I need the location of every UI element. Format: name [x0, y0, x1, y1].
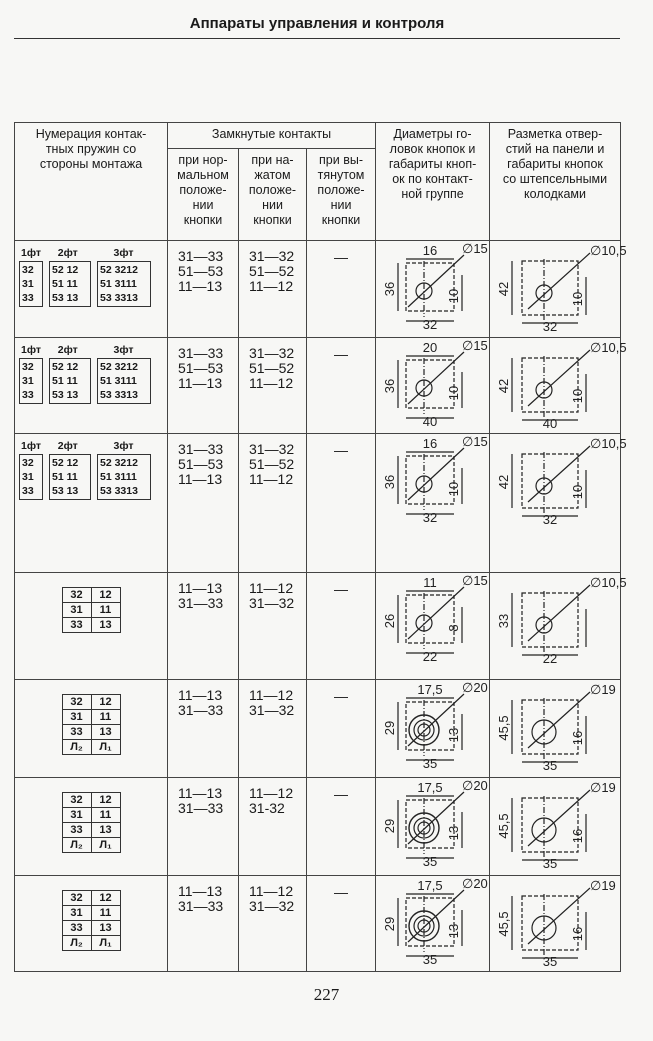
- contact-number: 53 3313: [100, 292, 138, 304]
- dimension-left: 36: [381, 474, 397, 490]
- dimension-diameter: ∅10,5: [590, 243, 627, 258]
- dimension-top: 16: [422, 243, 437, 258]
- contact-pair: 51—52: [249, 360, 295, 376]
- contact-number: 53 13: [52, 485, 79, 497]
- contact-number: 31: [22, 471, 34, 483]
- contact-pair: 51—52: [249, 263, 295, 279]
- dimension-right: 10: [445, 288, 461, 304]
- contact-number: 51 3111: [100, 278, 137, 290]
- dimension-left: 29: [381, 916, 397, 932]
- diameter-cell: [376, 434, 490, 573]
- button-diameter-drawing: [378, 338, 488, 428]
- dimension-right: 16: [570, 828, 586, 844]
- panel-layout-drawing: [492, 778, 618, 871]
- numbering-cell: [15, 434, 168, 573]
- dimension-left: 26: [381, 613, 397, 629]
- dimension-left: 36: [381, 378, 397, 394]
- header-line: положе-: [248, 183, 297, 197]
- contact-number: 52 3212: [100, 361, 138, 373]
- contact-grid: [62, 890, 121, 951]
- dimension-diameter: ∅10,5: [590, 436, 627, 451]
- dimension-bottom: 35: [422, 854, 437, 869]
- contact-group-box: [19, 358, 43, 404]
- pressed-position-contacts: [239, 680, 307, 778]
- contact-number: 32: [62, 891, 91, 906]
- contact-number: 13: [91, 725, 120, 740]
- contact-number: 51 11: [52, 375, 78, 387]
- contact-group-numbering: [15, 338, 167, 404]
- contact-number: 32: [62, 588, 91, 603]
- contact-pair: 31—32: [249, 441, 295, 457]
- contact-pair: 11—13: [178, 580, 223, 596]
- table-row: [15, 573, 621, 680]
- button-diameter-drawing: [378, 680, 488, 770]
- dimension-left: 42: [496, 281, 512, 297]
- numbering-cell: [15, 680, 168, 778]
- group-label: 3фт: [113, 247, 134, 259]
- dimension-left: 45,5: [496, 715, 512, 741]
- header-line: стороны монтажа: [39, 157, 143, 171]
- dimension-right: 10: [570, 388, 586, 404]
- normal-position-contacts: [168, 778, 239, 876]
- dimension-left: 36: [381, 281, 397, 297]
- dimension-diameter: ∅20: [461, 876, 488, 891]
- pulled-position-contacts: —: [307, 573, 376, 680]
- pulled-position-contacts: —: [307, 241, 376, 338]
- contact-pair: 31—33: [178, 800, 224, 816]
- header-line: мальном: [177, 168, 229, 182]
- contact-number: 32: [62, 695, 91, 710]
- contact-number: 12: [91, 793, 120, 808]
- dimension-bottom: 32: [422, 317, 437, 332]
- contact-group-box: [97, 358, 151, 404]
- contact-number: 52 12: [52, 264, 79, 276]
- panel-layout-drawing: [492, 434, 627, 527]
- contact-grid: [62, 587, 121, 633]
- contact-group-box: [19, 261, 43, 307]
- normal-position-contacts: [168, 338, 239, 434]
- header-line: нии: [262, 198, 283, 212]
- dimension-right: 8: [445, 624, 461, 632]
- contact-pair: 31—33: [178, 702, 224, 718]
- pulled-position-contacts: —: [307, 434, 376, 573]
- button-diameter-drawing: [378, 573, 488, 663]
- contact-number: 53 3313: [100, 389, 138, 401]
- contact-number: 12: [91, 891, 120, 906]
- contact-number: 53 3313: [100, 485, 138, 497]
- diameter-cell: [376, 241, 490, 338]
- dimension-left: 29: [381, 720, 397, 736]
- header-line: ок по контакт-: [392, 172, 473, 186]
- dimension-bottom: 35: [542, 758, 558, 773]
- dimension-bottom: 22: [542, 651, 558, 666]
- contact-pair: 11—13: [178, 471, 223, 487]
- contact-pair: 31—33: [178, 248, 224, 264]
- contact-number: Л₁: [91, 936, 120, 951]
- contact-number: 33: [62, 823, 91, 838]
- panel-layout-drawing: [492, 876, 618, 969]
- dimension-bottom: 35: [422, 952, 437, 967]
- contacts-table: [14, 122, 627, 972]
- contact-pair: 11—13: [178, 278, 223, 294]
- contact-number: Л₂: [62, 936, 91, 951]
- dimension-bottom: 35: [542, 954, 558, 969]
- contact-number: 31: [62, 808, 91, 823]
- group-label: 2фт: [57, 440, 78, 452]
- contact-number: 31: [62, 710, 91, 725]
- pressed-position-contacts: [239, 434, 307, 573]
- dimension-diameter: ∅19: [590, 878, 616, 893]
- table-row: [15, 680, 621, 778]
- panel-layout-drawing: [492, 241, 627, 334]
- group-label: 3фт: [113, 440, 134, 452]
- contact-pair: 31—32: [249, 248, 295, 264]
- dimension-diameter: ∅10,5: [590, 575, 627, 590]
- dimension-bottom: 32: [542, 512, 558, 527]
- button-diameter-drawing: [378, 241, 488, 331]
- header-line: Нумерация контак-: [35, 127, 147, 141]
- button-diameter-drawing: [378, 876, 488, 966]
- pressed-position-contacts: [239, 241, 307, 338]
- running-header: Аппараты управления и контроля: [14, 10, 620, 39]
- contact-number: Л₁: [91, 740, 120, 755]
- dimension-left: 45,5: [496, 813, 512, 839]
- header-line: со штепсельными: [502, 172, 608, 186]
- dimension-top: 17,5: [416, 878, 443, 893]
- contact-group-numbering: [15, 434, 167, 500]
- header-line: нии: [192, 198, 214, 212]
- dimension-bottom: 22: [422, 649, 437, 664]
- contact-number: 32: [22, 361, 34, 373]
- dimension-diameter: ∅20: [461, 680, 488, 695]
- dimension-left: 42: [496, 378, 512, 394]
- header-line: при на-: [251, 153, 294, 167]
- header-line: колодками: [524, 187, 587, 201]
- contact-number: 51 11: [52, 471, 78, 483]
- contact-number: 51 3111: [100, 471, 137, 483]
- dimension-diameter: ∅15: [461, 241, 488, 256]
- header-line: кнопки: [253, 213, 292, 227]
- contact-number: 52 12: [52, 457, 79, 469]
- diameter-cell: [376, 338, 490, 434]
- pulled-position-contacts: —: [307, 338, 376, 434]
- dimension-bottom: 35: [542, 856, 558, 871]
- contact-number: 13: [91, 618, 120, 633]
- contact-group-box: [19, 454, 43, 500]
- contact-pair: 31—33: [178, 898, 224, 914]
- header-closed-contacts: [168, 123, 376, 149]
- dimension-top: 20: [422, 340, 437, 355]
- dimension-diameter: ∅15: [461, 573, 488, 588]
- contact-pair: 11—12: [249, 471, 294, 487]
- table-row: [15, 434, 621, 573]
- pressed-position-contacts: [239, 778, 307, 876]
- contact-group-box: [97, 261, 151, 307]
- header-line: тных пружин со: [45, 142, 137, 156]
- group-label: 1фт: [21, 247, 42, 259]
- contact-number: Л₁: [91, 838, 120, 853]
- header-line: при нор-: [178, 153, 228, 167]
- contact-pair: 31—32: [249, 702, 295, 718]
- group-label: 2фт: [57, 344, 78, 356]
- contact-number: 52 12: [52, 361, 79, 373]
- contact-grid: [62, 792, 121, 853]
- header-line: ловок кнопок и: [389, 142, 476, 156]
- contact-pair: 51—53: [178, 456, 224, 472]
- normal-position-contacts: [168, 573, 239, 680]
- contact-number: 11: [91, 603, 120, 618]
- header-line: положе-: [317, 183, 365, 197]
- button-diameter-drawing: [378, 778, 488, 868]
- dimension-bottom: 40: [542, 416, 558, 431]
- contact-pair: 51—53: [178, 263, 224, 279]
- contact-pair: 31-32: [249, 800, 285, 816]
- dimension-left: 33: [496, 613, 512, 629]
- header-normal-position: [168, 149, 239, 241]
- contact-number: 51 3111: [100, 375, 137, 387]
- dimension-right: 10: [445, 481, 461, 497]
- header-numbering: [15, 123, 168, 241]
- contact-number: 31: [62, 603, 91, 618]
- dimension-left: 45,5: [496, 911, 512, 937]
- dimension-top: 17,5: [416, 682, 443, 697]
- diameter-cell: [376, 680, 490, 778]
- numbering-cell: [15, 778, 168, 876]
- header-line: стий на панели и: [505, 142, 605, 156]
- contact-number: 12: [91, 588, 120, 603]
- normal-position-contacts: [168, 876, 239, 972]
- group-label: 1фт: [21, 440, 42, 452]
- dimension-bottom: 32: [422, 510, 437, 525]
- header-line: ной группе: [401, 187, 464, 201]
- header-layout: [490, 123, 621, 241]
- dimension-right: 13: [445, 923, 461, 939]
- contact-pair: 31—32: [249, 898, 295, 914]
- contact-number: 53 13: [52, 292, 79, 304]
- contact-pair: 31—33: [178, 345, 224, 361]
- header-line: кнопки: [183, 213, 223, 227]
- dimension-diameter: ∅15: [461, 434, 488, 449]
- group-label: 1фт: [21, 344, 42, 356]
- group-label: 3фт: [113, 344, 134, 356]
- contact-number: 32: [62, 793, 91, 808]
- diameter-cell: [376, 573, 490, 680]
- contact-pair: 31—33: [178, 595, 224, 611]
- dimension-right: 16: [570, 730, 586, 746]
- contact-pair: 31—32: [249, 595, 295, 611]
- normal-position-contacts: [168, 241, 239, 338]
- contact-grid: [62, 694, 121, 755]
- dimension-diameter: ∅10,5: [590, 340, 627, 355]
- dimension-left: 42: [496, 474, 512, 490]
- normal-position-contacts: [168, 434, 239, 573]
- dimension-diameter: ∅20: [461, 778, 488, 793]
- contact-number: 32: [22, 457, 34, 469]
- header-line: положе-: [179, 183, 227, 197]
- dimension-right: 10: [570, 484, 586, 500]
- panel-layout-drawing: [492, 573, 627, 666]
- dimension-diameter: ∅15: [461, 338, 488, 353]
- table-row: [15, 241, 621, 338]
- header-pulled-position: [307, 149, 376, 241]
- contact-number: 53 13: [52, 389, 79, 401]
- contact-number: 33: [22, 485, 34, 497]
- dimension-right: 13: [445, 825, 461, 841]
- normal-position-contacts: [168, 680, 239, 778]
- contact-pair: 31—33: [178, 441, 224, 457]
- contact-pair: 31—32: [249, 345, 295, 361]
- layout-cell: [490, 338, 627, 434]
- contact-pair: 11—13: [178, 883, 223, 899]
- layout-cell: [490, 241, 627, 338]
- header-line: тянутом: [317, 168, 365, 182]
- contact-number: 32: [22, 264, 34, 276]
- contact-pair: 11—12: [249, 883, 294, 899]
- numbering-cell: [15, 338, 168, 434]
- contact-pair: 11—13: [178, 785, 223, 801]
- table-row: [15, 876, 621, 972]
- header-pressed-position: [239, 149, 307, 241]
- pulled-position-contacts: —: [307, 680, 376, 778]
- contact-group-box: [49, 261, 91, 307]
- page-number: 227: [313, 985, 340, 1004]
- contact-number: Л₂: [62, 740, 91, 755]
- dimension-right: 13: [445, 727, 461, 743]
- contact-number: Л₂: [62, 838, 91, 853]
- layout-cell: [490, 778, 621, 876]
- dimension-bottom: 32: [542, 319, 558, 334]
- contact-number: 33: [62, 618, 91, 633]
- button-diameter-drawing: [378, 434, 488, 524]
- layout-cell: [490, 573, 627, 680]
- panel-layout-drawing: [492, 680, 618, 773]
- header-line: при вы-: [319, 153, 363, 167]
- contact-number: 31: [62, 906, 91, 921]
- numbering-cell: [15, 241, 168, 338]
- contact-number: 12: [91, 695, 120, 710]
- dimension-right: 10: [570, 291, 586, 307]
- header-line: кнопки: [321, 213, 361, 227]
- numbering-cell: [15, 876, 168, 972]
- contact-number: 31: [22, 278, 34, 290]
- contact-pair: 11—12: [249, 687, 294, 703]
- contact-number: 33: [22, 292, 34, 304]
- header-diameters: [376, 123, 490, 241]
- dimension-diameter: ∅19: [590, 780, 616, 795]
- group-label: 2фт: [57, 247, 78, 259]
- panel-layout-drawing: [492, 338, 627, 431]
- header-line: габариты кноп-: [388, 157, 477, 171]
- contact-pair: 51—52: [249, 456, 295, 472]
- contact-number: 11: [91, 710, 120, 725]
- header-line: нии: [330, 198, 352, 212]
- contact-number: 13: [91, 921, 120, 936]
- contact-pair: 11—13: [178, 687, 223, 703]
- contact-group-box: [49, 358, 91, 404]
- contact-number: 51 11: [52, 278, 78, 290]
- diameter-cell: [376, 876, 490, 972]
- dimension-top: 11: [422, 575, 437, 590]
- contact-number: 33: [62, 921, 91, 936]
- dimension-top: 16: [422, 436, 437, 451]
- header-line: Разметка отвер-: [507, 127, 603, 141]
- dimension-right: 16: [570, 926, 586, 942]
- header-line: жатом: [254, 168, 291, 182]
- contact-group-box: [49, 454, 91, 500]
- dimension-diameter: ∅19: [590, 682, 616, 697]
- contact-pair: 11—12: [249, 580, 294, 596]
- contact-pair: 11—12: [249, 278, 294, 294]
- pressed-position-contacts: [239, 876, 307, 972]
- dimension-bottom: 40: [422, 414, 437, 429]
- contact-pair: 11—13: [178, 375, 223, 391]
- contact-group-numbering: [15, 241, 167, 307]
- pressed-position-contacts: [239, 573, 307, 680]
- layout-cell: [490, 680, 621, 778]
- dimension-top: 17,5: [416, 780, 443, 795]
- diameter-cell: [376, 778, 490, 876]
- table-row: [15, 338, 621, 434]
- pressed-position-contacts: [239, 338, 307, 434]
- header-line: габариты кнопок: [507, 157, 603, 171]
- contact-number: 31: [22, 375, 34, 387]
- header-line: Замкнутые контакты: [211, 127, 332, 141]
- contact-pair: 11—12: [249, 375, 294, 391]
- layout-cell: [490, 434, 627, 573]
- contact-number: 13: [91, 823, 120, 838]
- contact-pair: 11—12: [249, 785, 294, 801]
- numbering-cell: [15, 573, 168, 680]
- contact-number: 52 3212: [100, 264, 138, 276]
- contact-number: 33: [22, 389, 34, 401]
- pulled-position-contacts: —: [307, 876, 376, 972]
- header-line: Диаметры го-: [393, 127, 472, 141]
- contact-number: 11: [91, 808, 120, 823]
- dimension-left: 29: [381, 818, 397, 834]
- contact-number: 52 3212: [100, 457, 138, 469]
- contact-number: 11: [91, 906, 120, 921]
- pulled-position-contacts: —: [307, 778, 376, 876]
- contact-group-box: [97, 454, 151, 500]
- contact-number: 33: [62, 725, 91, 740]
- table-row: [15, 778, 621, 876]
- layout-cell: [490, 876, 621, 972]
- contact-pair: 51—53: [178, 360, 224, 376]
- dimension-right: 10: [445, 385, 461, 401]
- dimension-bottom: 35: [422, 756, 437, 771]
